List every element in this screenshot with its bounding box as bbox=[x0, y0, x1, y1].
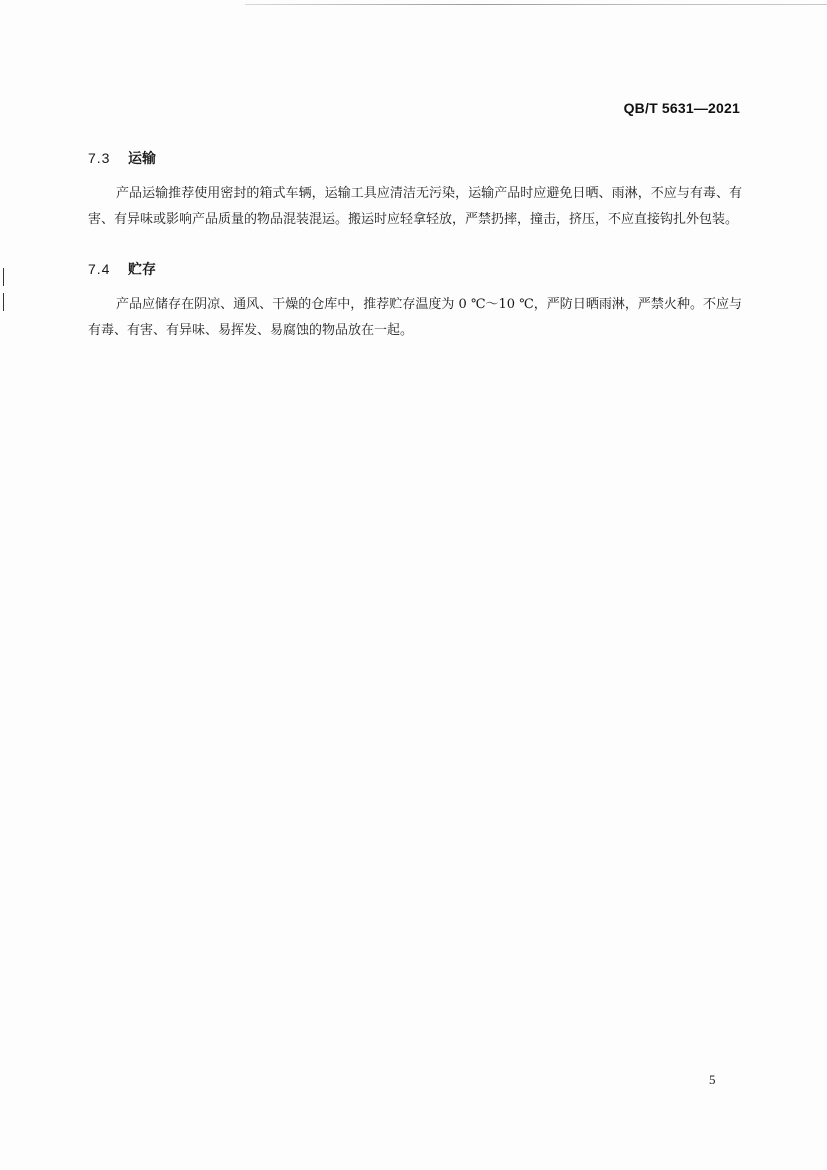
section-body: 产品应储存在阴凉、通风、干燥的仓库中，推荐贮存温度为 0 ℃～10 ℃，严防日晒雨淋，严禁火种。不应与有毒、有害、有异味、易挥发、易腐蚀的物品放在一起。 bbox=[88, 297, 742, 338]
section-number: 7.4 bbox=[88, 261, 111, 277]
section-body: 产品运输推荐使用密封的箱式车辆，运输工具应清洁无污染，运输产品时应避免日晒、雨淋，不应与有毒、有害、有异味或影响产品质量的物品混装混运。搬运时应轻拿轻放，严禁扔摔，撞击，挤压，不应直接钩扎外包装。 bbox=[88, 186, 742, 227]
section-title: 贮存 bbox=[128, 262, 156, 278]
scan-edge-line bbox=[245, 4, 827, 5]
scan-margin-mark bbox=[3, 268, 4, 286]
page-number: 5 bbox=[709, 1072, 716, 1087]
section-heading bbox=[88, 259, 742, 279]
scan-margin-mark bbox=[3, 293, 4, 311]
section-number: 7.3 bbox=[88, 150, 111, 166]
section-title: 运输 bbox=[128, 151, 156, 167]
section-transport bbox=[88, 148, 742, 233]
section-storage bbox=[88, 259, 742, 344]
section-heading bbox=[88, 148, 742, 168]
document-code: QB/T 5631—2021 bbox=[623, 100, 740, 116]
